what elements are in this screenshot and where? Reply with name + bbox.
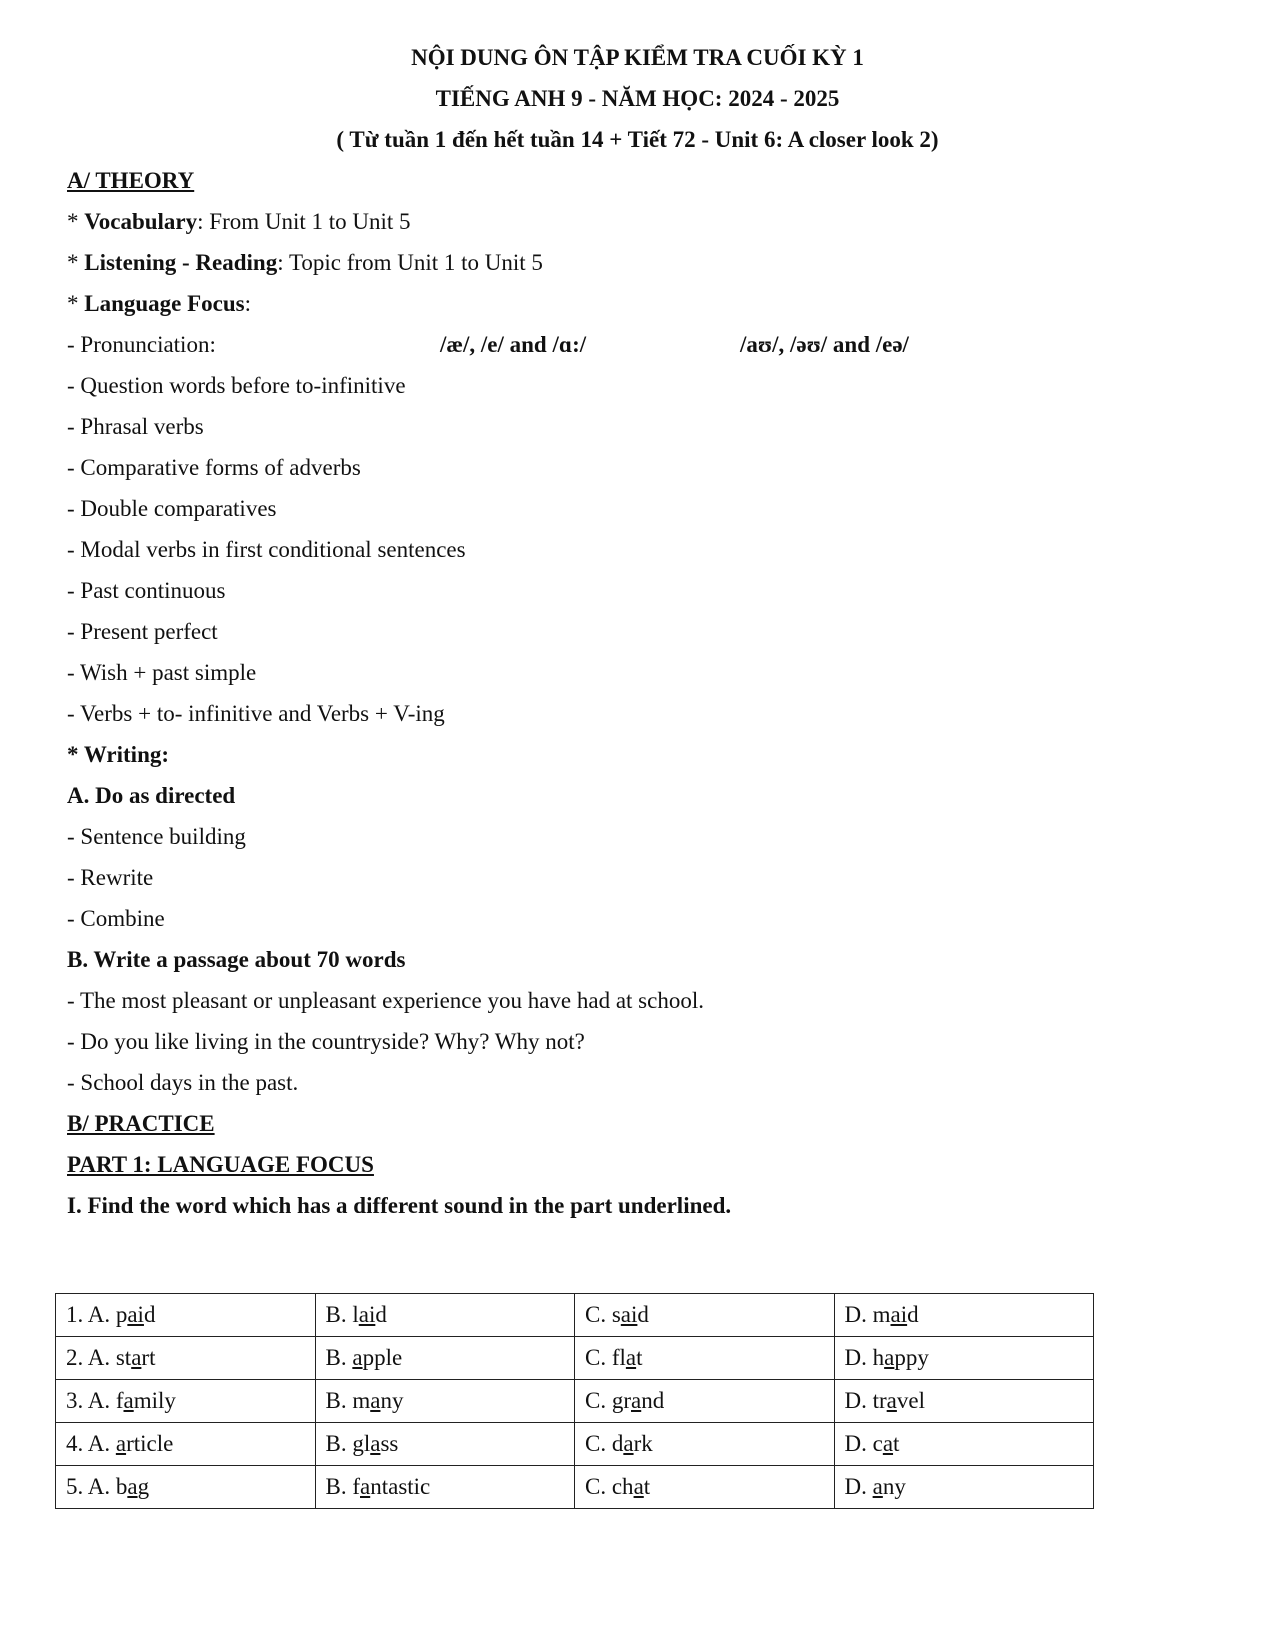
table-row xyxy=(56,1380,1094,1423)
option-text-post: d xyxy=(637,1302,649,1327)
grammar-item: - Verbs + to- infinitive and Verbs + V-ing xyxy=(67,701,445,726)
option-text-pre: B. m xyxy=(325,1388,371,1413)
writing-b-item: - The most pleasant or unpleasant experience you have had at school. xyxy=(67,988,704,1013)
language-focus-label: Language Focus xyxy=(84,291,245,316)
option-text-post: ss xyxy=(380,1431,399,1456)
option-cell xyxy=(315,1380,575,1423)
option-cell xyxy=(575,1294,835,1337)
option-text-post: d xyxy=(143,1302,156,1327)
option-text-post: d xyxy=(907,1302,919,1327)
table-row xyxy=(56,1423,1094,1466)
writing-a-item: - Combine xyxy=(67,906,165,931)
vocabulary-line: * Vocabulary: From Unit 1 to Unit 5 xyxy=(67,209,411,234)
writing-a-item: - Rewrite xyxy=(67,865,154,890)
language-focus-line: * Language Focus: xyxy=(67,291,252,316)
theory-heading: A/ THEORY xyxy=(67,168,195,193)
option-underlined-part: a xyxy=(886,1388,897,1413)
option-text-pre: D. m xyxy=(844,1302,891,1327)
listening-reading-label: Listening - Reading xyxy=(84,250,278,275)
grammar-item: - Present perfect xyxy=(67,619,218,644)
option-text-pre: 3. A. f xyxy=(66,1388,124,1413)
option-cell xyxy=(56,1466,316,1509)
option-text-post: t xyxy=(893,1431,900,1456)
option-text-pre: D. h xyxy=(844,1345,885,1370)
doc-title: NỘI DUNG ÔN TẬP KIỂM TRA CUỐI KỲ 1 xyxy=(411,45,864,70)
option-underlined-part: a xyxy=(360,1474,371,1499)
option-text-post: d xyxy=(375,1302,387,1327)
option-underlined-part: a xyxy=(370,1388,381,1413)
option-text-pre: C. d xyxy=(585,1431,624,1456)
option-cell xyxy=(56,1380,316,1423)
vocabulary-text: : From Unit 1 to Unit 5 xyxy=(197,209,411,234)
grammar-item: - Comparative forms of adverbs xyxy=(67,455,361,480)
option-cell xyxy=(575,1466,835,1509)
option-text-post: rticle xyxy=(126,1431,174,1456)
option-cell xyxy=(575,1380,835,1423)
option-cell xyxy=(834,1466,1094,1509)
listening-reading-line: * Listening - Reading: Topic from Unit 1 to Unit 5 xyxy=(67,250,543,275)
option-text-pre: 5. A. b xyxy=(66,1474,128,1499)
option-text-post: mily xyxy=(133,1388,176,1413)
option-underlined-part: a xyxy=(131,1345,142,1370)
listening-reading-text: : Topic from Unit 1 to Unit 5 xyxy=(277,250,543,275)
option-text-post: t xyxy=(643,1474,651,1499)
option-underlined-part: a xyxy=(625,1345,637,1370)
table-row xyxy=(56,1294,1094,1337)
grammar-item: - Phrasal verbs xyxy=(67,414,204,439)
option-underlined-part: a xyxy=(631,1388,642,1413)
option-cell xyxy=(834,1337,1094,1380)
option-text-pre: B. l xyxy=(325,1302,359,1327)
option-text-post: nd xyxy=(641,1388,665,1413)
writing-section-b: B. Write a passage about 70 words xyxy=(67,947,406,972)
pronunciation-set-1: /æ/, /e/ and /ɑ:/ xyxy=(440,332,587,357)
option-underlined-part: a xyxy=(352,1345,363,1370)
pronunciation-options-table xyxy=(55,1293,1094,1509)
option-cell xyxy=(575,1337,835,1380)
option-text-pre: C. ch xyxy=(585,1474,634,1499)
option-underlined-part: a xyxy=(872,1474,883,1499)
option-text-pre: 1. A. p xyxy=(66,1302,128,1327)
option-cell xyxy=(56,1337,316,1380)
part1-heading: PART 1: LANGUAGE FOCUS xyxy=(67,1152,374,1177)
option-text-post: ntastic xyxy=(370,1474,431,1499)
exercise-1-instruction: I. Find the word which has a different sound in the part underlined. xyxy=(67,1193,732,1218)
option-text-post: ny xyxy=(380,1388,404,1413)
option-underlined-part: a xyxy=(127,1474,138,1499)
option-text-post: ny xyxy=(882,1474,906,1499)
option-underlined-part: a xyxy=(884,1345,895,1370)
option-cell xyxy=(575,1423,835,1466)
grammar-item: - Past continuous xyxy=(67,578,226,603)
table-row xyxy=(56,1466,1094,1509)
table-row xyxy=(56,1337,1094,1380)
option-cell xyxy=(315,1294,575,1337)
option-cell xyxy=(315,1466,575,1509)
grammar-item: - Question words before to-infinitive xyxy=(67,373,406,398)
writing-b-item: - Do you like living in the countryside? Why? Why not? xyxy=(67,1029,585,1054)
option-cell xyxy=(834,1423,1094,1466)
option-text-pre: D. c xyxy=(844,1431,883,1456)
doc-subtitle: TIẾNG ANH 9 - NĂM HỌC: 2024 - 2025 xyxy=(435,86,840,111)
option-text-post: rt xyxy=(141,1345,156,1370)
grammar-item: - Double comparatives xyxy=(67,496,277,521)
practice-heading: B/ PRACTICE xyxy=(67,1111,215,1136)
writing-section-a: A. Do as directed xyxy=(67,783,236,808)
pronunciation-label: - Pronunciation: xyxy=(67,332,216,357)
option-text-pre: C. fl xyxy=(585,1345,626,1370)
option-text-pre: B. f xyxy=(325,1474,360,1499)
option-underlined-part: a xyxy=(115,1431,127,1456)
option-underlined-part: a xyxy=(623,1431,634,1456)
option-cell xyxy=(315,1423,575,1466)
grammar-item: - Wish + past simple xyxy=(67,660,257,685)
writing-b-item: - School days in the past. xyxy=(67,1070,299,1095)
option-text-post: vel xyxy=(896,1388,925,1413)
option-underlined-part: ai xyxy=(358,1302,376,1327)
option-text-pre: 4. A. xyxy=(66,1431,116,1456)
option-text-post: t xyxy=(636,1345,643,1370)
option-text-pre: C. gr xyxy=(585,1388,631,1413)
option-text-pre: C. s xyxy=(585,1302,621,1327)
option-cell xyxy=(834,1294,1094,1337)
option-underlined-part: a xyxy=(123,1388,134,1413)
option-underlined-part: ai xyxy=(620,1302,638,1327)
option-text-post: pple xyxy=(362,1345,403,1370)
grammar-item: - Modal verbs in first conditional sentences xyxy=(67,537,466,562)
option-text-pre: B. xyxy=(325,1345,353,1370)
option-underlined-part: ai xyxy=(127,1302,144,1327)
option-cell xyxy=(56,1423,316,1466)
option-underlined-part: a xyxy=(882,1431,894,1456)
option-text-pre: D. xyxy=(844,1474,873,1499)
doc-scope: ( Từ tuần 1 đến hết tuần 14 + Tiết 72 - Unit 6: A closer look 2) xyxy=(336,127,939,152)
option-text-pre: 2. A. st xyxy=(66,1345,132,1370)
option-text-pre: B. gl xyxy=(325,1431,371,1456)
pronunciation-set-2: /aʊ/, /əʊ/ and /eə/ xyxy=(740,332,909,357)
option-cell xyxy=(315,1337,575,1380)
option-text-post: g xyxy=(137,1474,150,1499)
option-cell xyxy=(834,1380,1094,1423)
option-underlined-part: a xyxy=(633,1474,644,1499)
writing-a-item: - Sentence building xyxy=(67,824,246,849)
option-text-post: ppy xyxy=(894,1345,929,1370)
vocabulary-label: Vocabulary xyxy=(84,209,198,234)
option-underlined-part: ai xyxy=(890,1302,908,1327)
writing-label: * Writing: xyxy=(67,742,170,767)
option-cell xyxy=(56,1294,316,1337)
option-text-pre: D. tr xyxy=(844,1388,887,1413)
option-underlined-part: a xyxy=(370,1431,381,1456)
option-text-post: rk xyxy=(633,1431,653,1456)
